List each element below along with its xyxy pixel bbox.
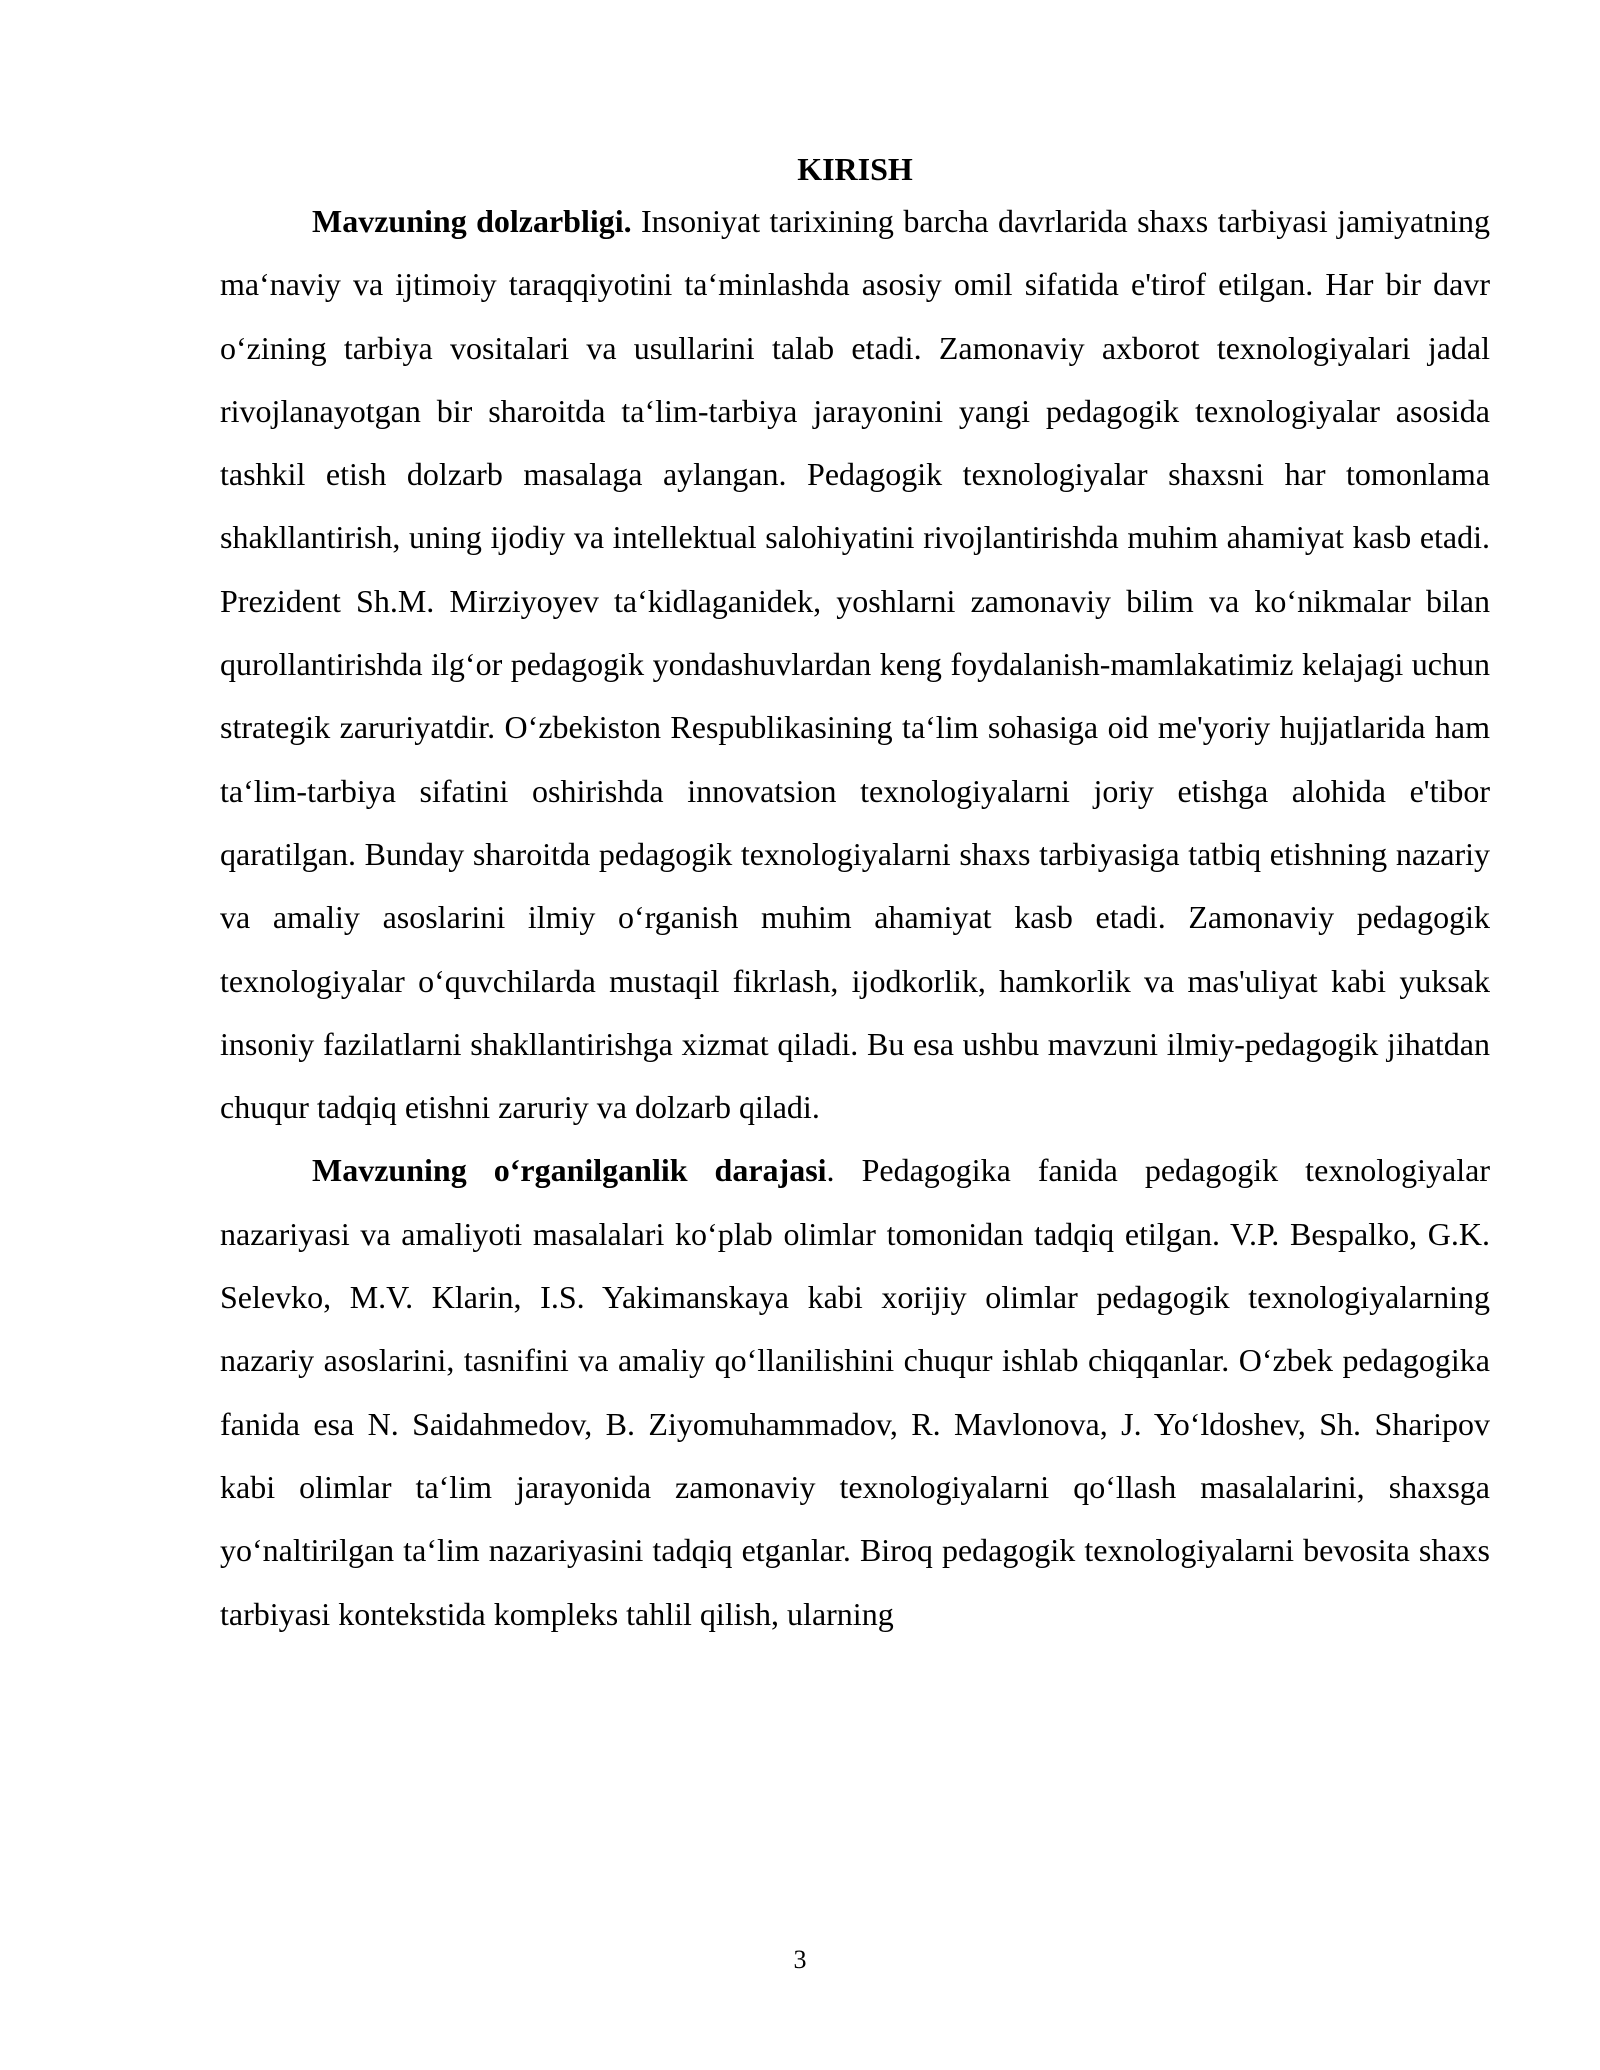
paragraph-lead: Mavzuning dolzarbligi. (312, 203, 632, 239)
paragraph-text: . Pedagogika fanida pedagogik texnologiyalar nazariyasi va amaliyoti masalalari koʻplab olimlar tomonidan tadqiq etilgan. V.P. Bespalko, G.K. Selevko, M.V. Klarin, I.S. Yakimanskaya kabi xorijiy olimlar pedagogik texnologiyalarning nazariy asoslarini, tasnifini va amaliy qoʻllanilishini chuqur ishlab chiqqanlar. Oʻzbek pedagogika fanida esa N. Saidahmedov, B. Ziyomuhammadov, R. Mavlonova, J. Yoʻldoshev, Sh. Sharipov kabi olimlar taʻlim jarayonida zamonaviy texnologiyalarni qoʻllash masalalarini, shaxsga yoʻnaltirilgan taʻlim nazariyasini tadqiq etganlar. Biroq pedagogik texnologiyalarni bevosita shaxs tarbiyasi kontekstida kompleks tahlil qilish, ularning (220, 1152, 1491, 1632)
paragraph-study-level (220, 1139, 1490, 1645)
paragraph-text: Insoniyat tarixining barcha davrlarida shaxs tarbiyasi jamiyatning maʻnaviy va ijtimoiy taraqqiyotini taʻminlashda asosiy omil sifatida e'tirof etilgan. Har bir davr oʻzining tarbiya vositalari va usullarini talab etadi. Zamonaviy axborot texnologiyalari jadal rivojlanayotgan bir sharoitda taʻlim-tarbiya jarayonini yangi pedagogik texnologiyalar asosida tashkil etish dolzarb masalaga aylangan. Pedagogik texnologiyalar shaxsni har tomonlama shakllantirish, uning ijodiy va intellektual salohiyatini rivojlantirishda muhim ahamiyat kasb etadi. Prezident Sh.M. Mirziyoyev taʻkidlaganidek, yoshlarni zamonaviy bilim va koʻnikmalar bilan qurollantirishda ilgʻor pedagogik yondashuvlardan keng foydalanish-mamlakatimiz kelajagi uchun strategik zaruriyatdir. Oʻzbekiston Respublikasining taʻlim sohasiga oid me'yoriy hujjatlarida ham taʻlim-tarbiya sifatini oshirishda innovatsion texnologiyalarni joriy etishga alohida e'tibor qaratilgan. Bunday sharoitda pedagogik texnologiyalarni shaxs tarbiyasiga tatbiq etishning nazariy va amaliy asoslarini ilmiy oʻrganish muhim ahamiyat kasb etadi. Zamonaviy pedagogik texnologiyalar oʻquvchilarda mustaqil fikrlash, ijodkorlik, hamkorlik va mas'uliyat kabi yuksak insoniy fazilatlarni shakllantirishga xizmat qiladi. Bu esa ushbu mavzuni ilmiy-pedagogik jihatdan chuqur tadqiq etishni zaruriy va dolzarb qiladi. (220, 203, 1491, 1126)
paragraph-lead: Mavzuning oʻrganilganlik darajasi (312, 1152, 827, 1189)
page-number: 3 (793, 1945, 807, 1974)
paragraph-relevance (220, 190, 1490, 1139)
page-heading: KIRISH (797, 151, 913, 187)
body-text (220, 190, 1490, 1646)
